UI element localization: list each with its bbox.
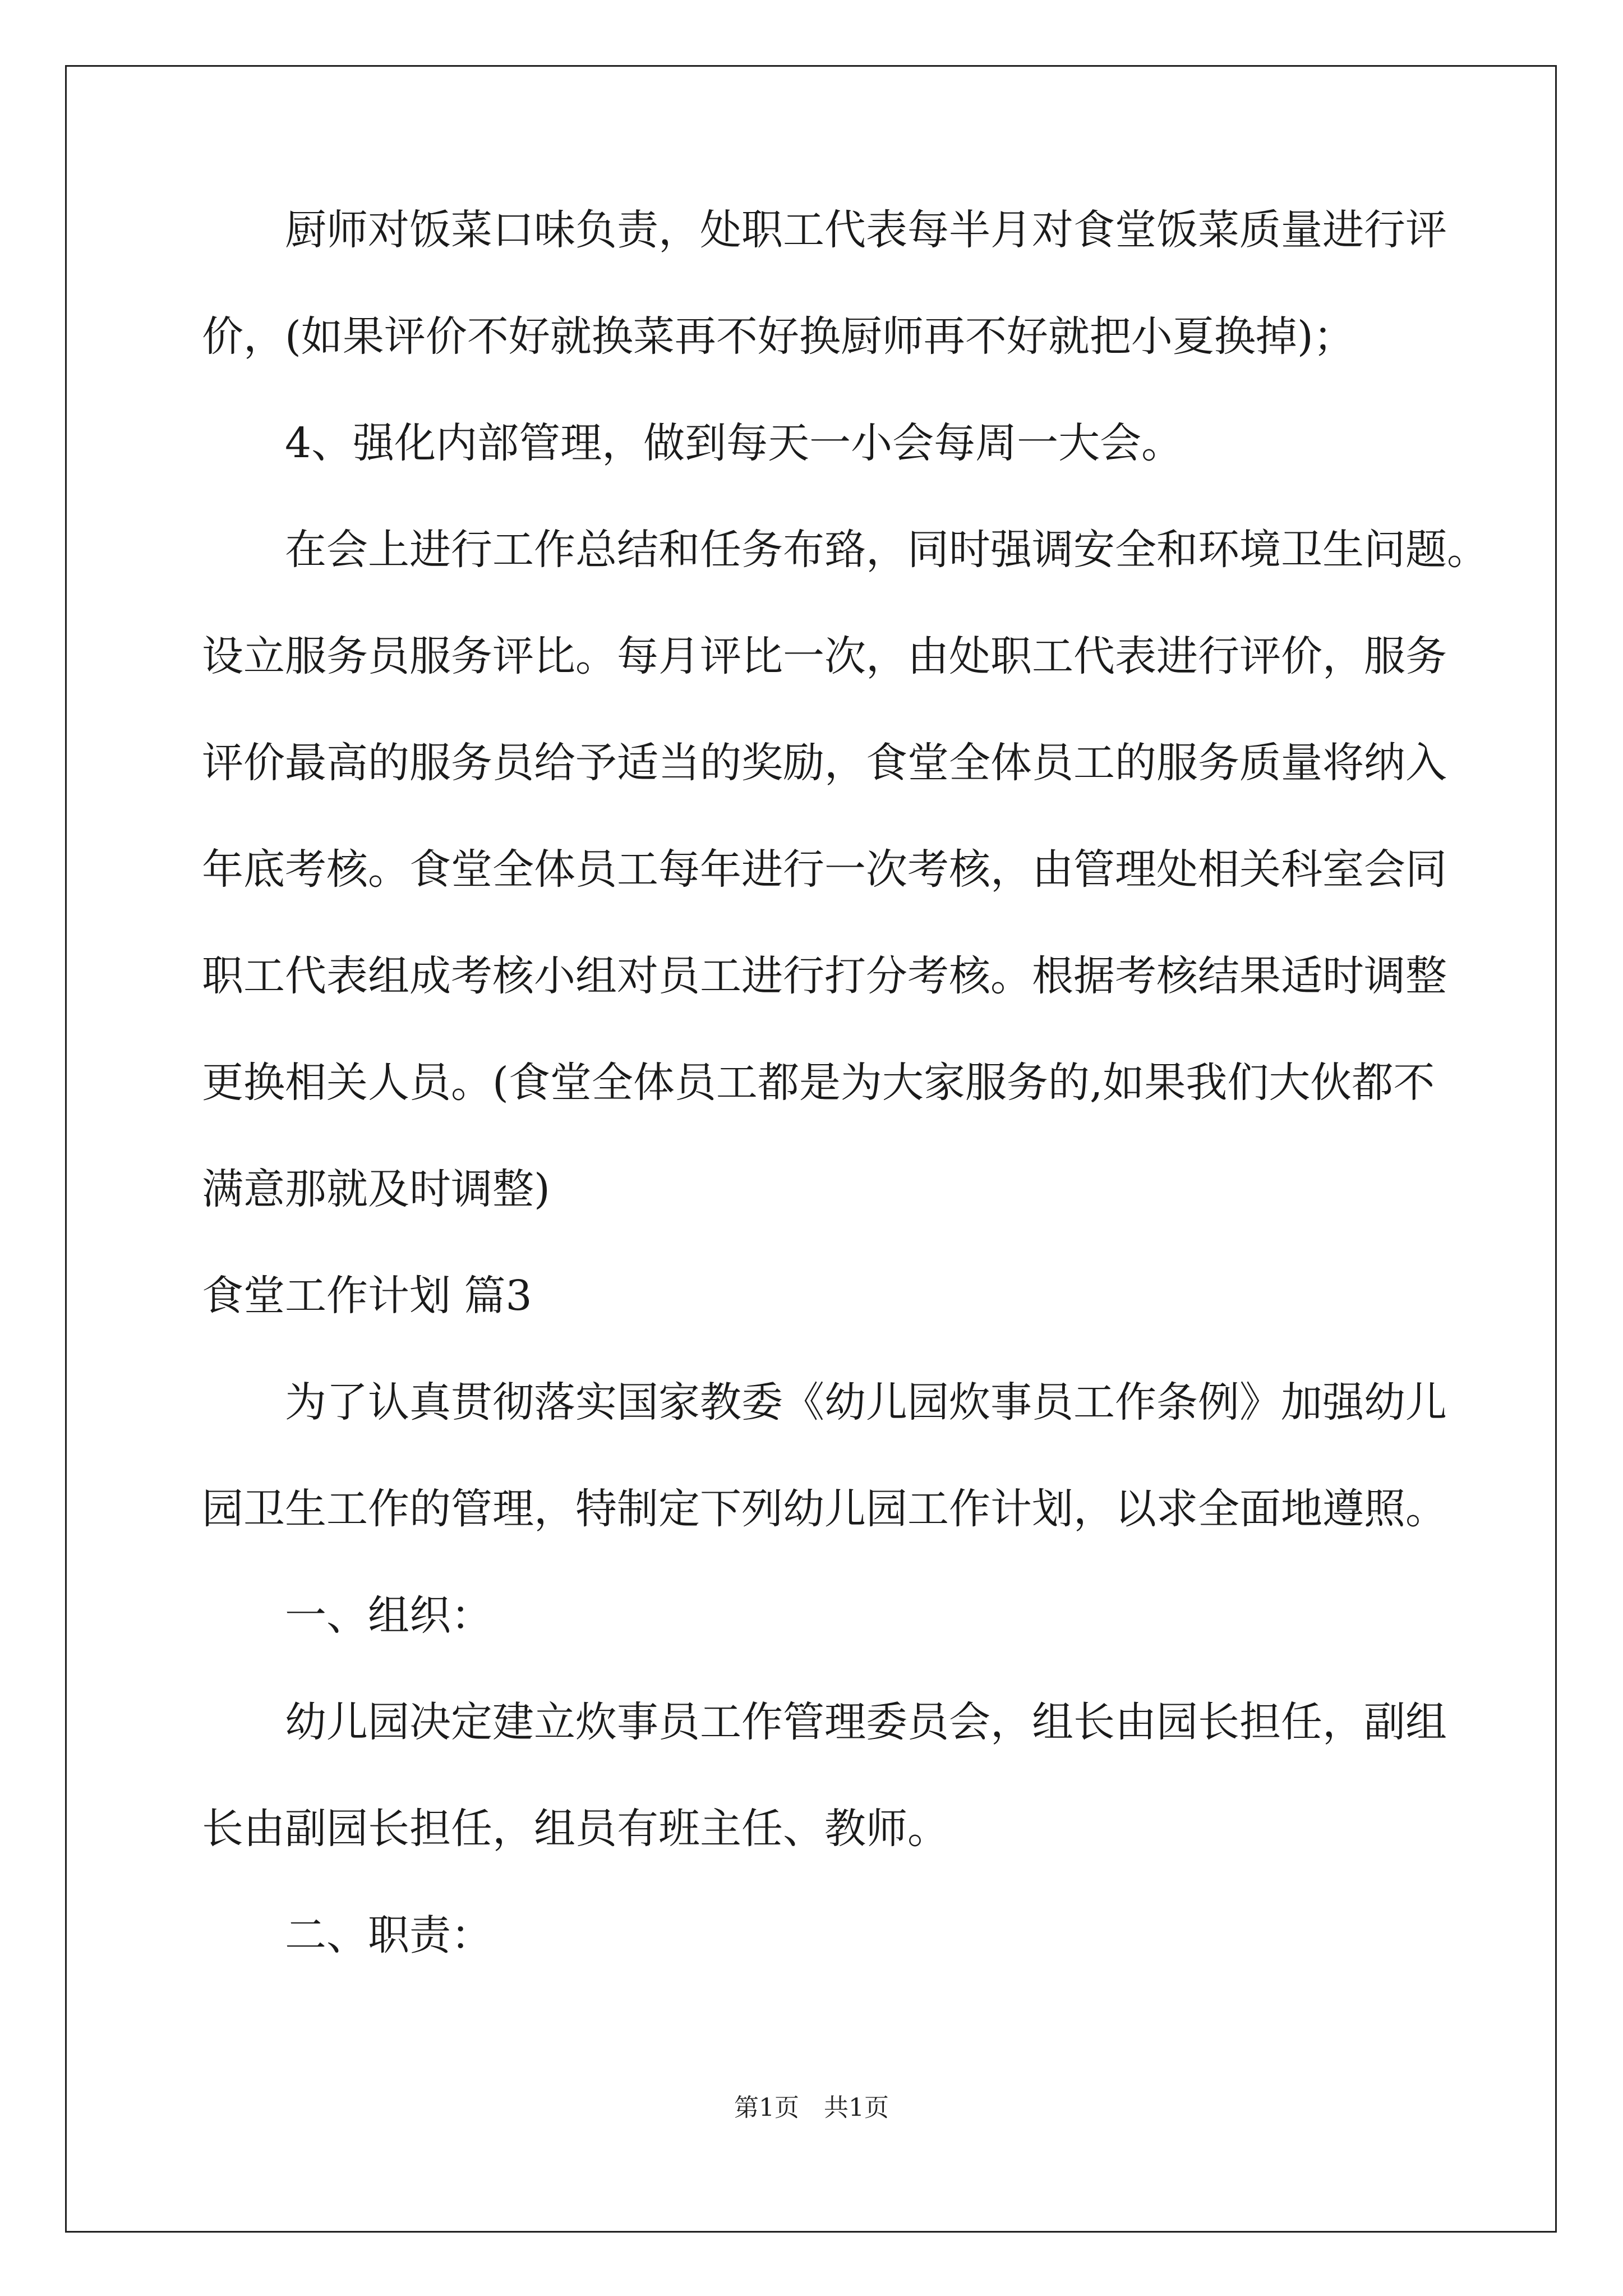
paragraph-line: 园卫生工作的管理，特制定下列幼儿园工作计划，以求全面地遵照。: [202, 1485, 1447, 1533]
paragraph-line: 更换相关人员。(食堂全体员工都是为大家服务的,如果我们大伙都不: [202, 1059, 1435, 1107]
paragraph-line: 职工代表组成考核小组对员工进行打分考核。根据考核结果适时调整: [202, 952, 1447, 1000]
paragraph-line: 在会上进行工作总结和任务布臵，同时强调安全和环境卫生问题。: [285, 526, 1488, 574]
paragraph-line: 为了认真贯彻落实国家教委《幼儿园炊事员工作条例》加强幼儿: [285, 1378, 1447, 1427]
paragraph-line: 评价最高的服务员给予适当的奖励，食堂全体员工的服务质量将纳入: [202, 739, 1447, 787]
subheading: 二、职责：: [285, 1911, 492, 1959]
paragraph-line: 厨师对饭菜口味负责，处职工代表每半月对食堂饭菜质量进行评: [285, 206, 1447, 254]
paragraph-line: 价，(如果评价不好就换菜再不好换厨师再不好就把小夏换掉)；: [202, 312, 1355, 361]
paragraph-line: 设立服务员服务评比。每月评比一次，由处职工代表进行评价，服务: [202, 632, 1447, 680]
section-heading: 食堂工作计划 篇3: [202, 1272, 532, 1320]
subheading: 一、组织：: [285, 1591, 492, 1640]
paragraph-line: 年底考核。食堂全体员工每年进行一次考核，由管理处相关科室会同: [202, 845, 1447, 894]
paragraph-line: 幼儿园决定建立炊事员工作管理委员会，组长由园长担任，副组: [285, 1698, 1447, 1746]
page-footer: 第1页 共1页: [734, 2093, 889, 2122]
paragraph-line: 长由副园长担任，组员有班主任、教师。: [202, 1805, 949, 1853]
paragraph-line: 满意那就及时调整): [202, 1165, 550, 1213]
paragraph-line: 4、强化内部管理，做到每天一小会每周一大会。: [285, 419, 1183, 467]
